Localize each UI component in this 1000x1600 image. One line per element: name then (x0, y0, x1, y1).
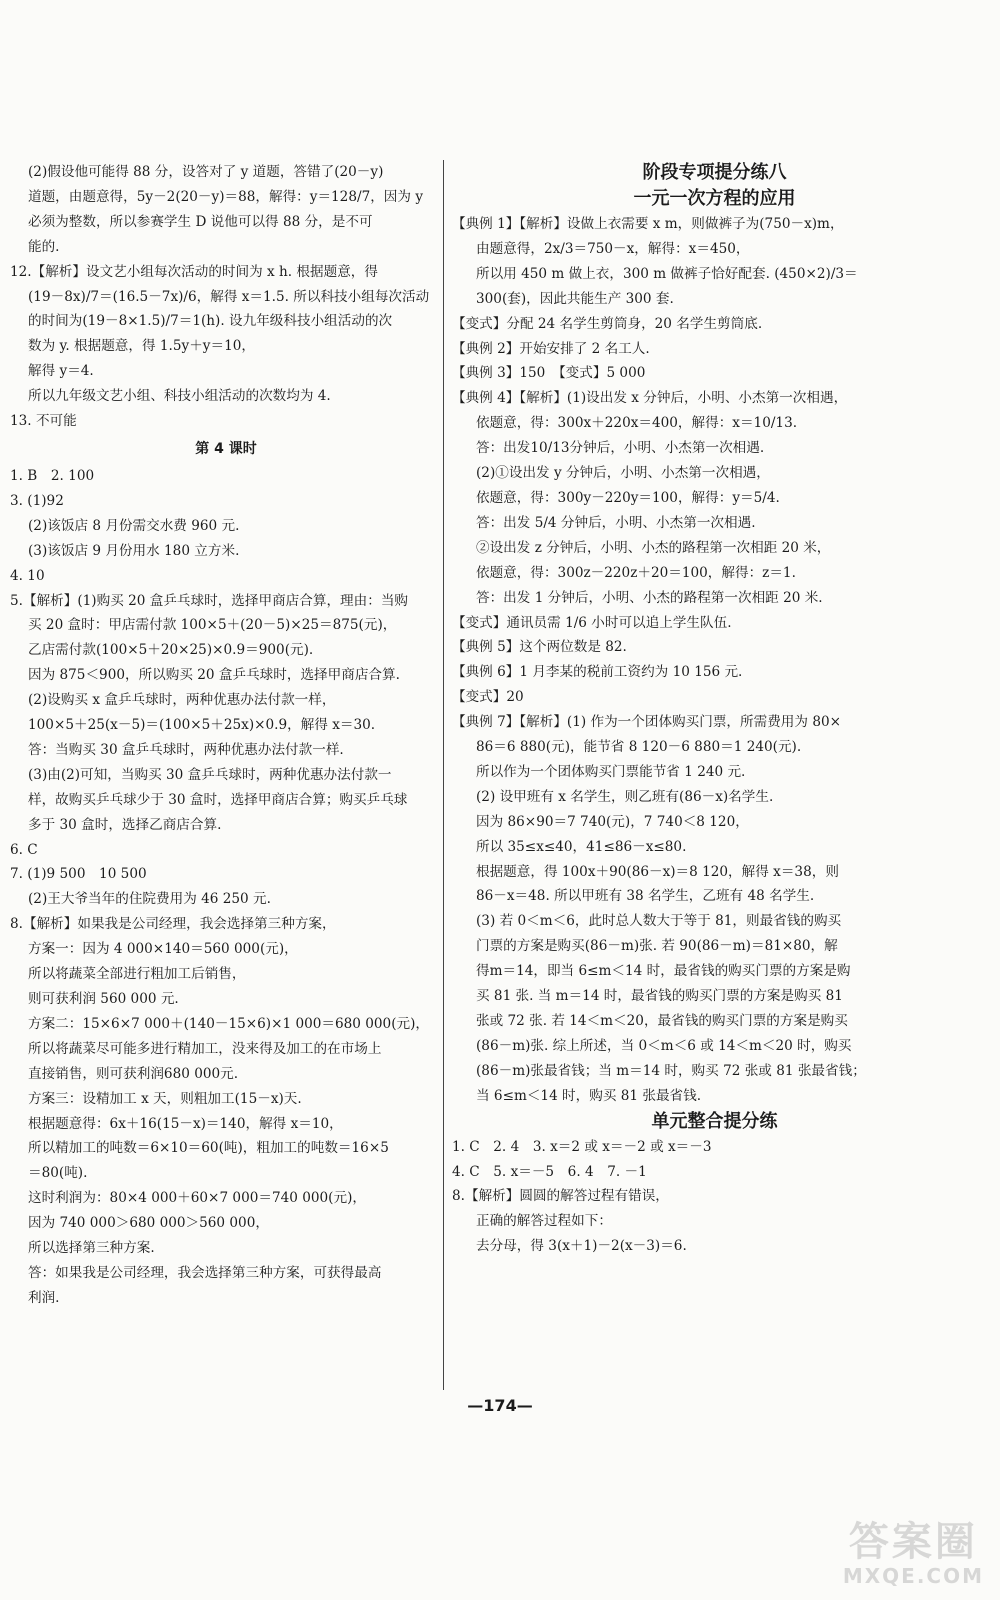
text-line: 8.【解析】圆圆的解答过程有错误， (452, 1188, 669, 1205)
text-line: (2)①设出发 y 分钟后，小明、小杰第一次相遇， (476, 465, 770, 482)
text-line: 所以用 450 m 做上衣，300 m 做裤子恰好配套. (450×2)/3＝ (476, 265, 858, 282)
section-title: 阶段专项提分练八 (642, 162, 787, 183)
text-line: 买 20 盒时：甲店需付款 100×5＋(20－5)×25＝875(元)， (28, 617, 397, 634)
text-line: 利润. (28, 1289, 60, 1306)
text-line: (2) 设甲班有 x 名学生，则乙班有(86－x)名学生. (476, 788, 774, 805)
text-line: (2)该饭店 8 月份需交水费 960 元. (28, 517, 240, 534)
watermark-text: 答案圈 (848, 1519, 978, 1565)
text-line: 去分母，得 3(x＋1)－2(x－3)＝6. (476, 1238, 687, 1255)
text-line: 7. (1)9 500 10 500 (10, 866, 147, 883)
text-line: 道题，由题意得，5y－2(20－y)＝88，解得：y＝128/7，因为 y (28, 188, 423, 205)
text-line: 则可获利润 560 000 元. (28, 991, 179, 1007)
text-line: 样，故购买乒乓球少于 30 盒时，选择甲商店合算；购买乒乓球 (28, 791, 408, 808)
text-line: 依题意，得：300z－220z＋20＝100，解得：z＝1. (476, 564, 796, 581)
text-line: 答：出发 1 分钟后，小明、小杰的路程第一次相距 20 米. (476, 589, 823, 606)
text-line: 这时利润为：80×4 000＋60×7 000＝740 000(元)， (28, 1190, 366, 1207)
lesson-title: 第 4 课时 (195, 440, 257, 457)
text-line: 门票的方案是购买(86－m)张. 若 90(86－m)＝81×80，解 (476, 938, 838, 955)
text-line: 所以精加工的吨数＝6×10＝60(吨)，粗加工的吨数＝16×5 (28, 1140, 389, 1157)
text-line: 【典例 2】开始安排了 2 名工人. (452, 340, 650, 357)
text-line: (19－8x)/7＝(16.5－7x)/6，解得 x＝1.5. 所以科技小组每次活动 (28, 288, 430, 305)
text-line: 能的. (28, 238, 60, 255)
text-line: 【典例 3】150 【变式】5 000 (452, 365, 646, 382)
text-line: (2)设购买 x 盒乒乓球时，两种优惠办法付款一样， (28, 692, 336, 709)
text-line: 所以作为一个团体购买门票能节省 1 240 元. (476, 763, 746, 780)
section-subtitle: 一元一次方程的应用 (633, 188, 796, 209)
page-number: —174— (467, 1396, 533, 1415)
column-divider (443, 160, 444, 1390)
text-line: 因为 875＜900，所以购买 20 盒乒乓球时，选择甲商店合算. (28, 667, 400, 684)
text-line: 5.【解析】(1)购买 20 盒乒乓球时，选择甲商店合算，理由：当购 (10, 592, 409, 609)
text-line: 得m＝14，即当 6≤m＜14 时，最省钱的购买门票的方案是购 (476, 963, 851, 980)
text-line: 张或 72 张. 若 14＜m＜20，最省钱的购买门票的方案是购买 (476, 1013, 848, 1029)
text-line: 所以选择第三种方案. (28, 1240, 155, 1257)
text-line: 4. 10 (10, 567, 45, 584)
text-line: 解得 y＝4. (28, 363, 94, 380)
text-line: 1. C 2. 4 3. x＝2 或 x＝－2 或 x＝－3 (452, 1138, 712, 1155)
text-line: 根据题意，得 100x＋90(86－x)＝8 120，解得 x＝38，则 (476, 863, 839, 880)
text-line: 方案一：因为 4 000×140＝560 000(元)， (28, 941, 298, 958)
text-line: 方案二：15×6×7 000＋(140－15×6)×1 000＝680 000(元)， (28, 1015, 430, 1032)
text-line: 当 6≤m＜14 时，购买 81 张最省钱. (476, 1087, 702, 1104)
text-line: 由题意得，2x/3＝750－x，解得：x＝450， (476, 240, 750, 257)
text-line: 【典例 7】【解析】(1) 作为一个团体购买门票，所需费用为 80× (452, 714, 842, 731)
text-line: 6. C (10, 841, 38, 858)
text-line: (3) 若 0＜m＜6，此时总人数大于等于 81，则最省钱的购买 (476, 913, 842, 930)
text-line: 乙店需付款(100×5＋20×25)×0.9＝900(元). (28, 642, 314, 659)
text-line: 【典例 6】1 月李某的税前工资约为 10 156 元. (452, 664, 743, 681)
watermark-logo (843, 1520, 984, 1588)
text-line: (3)该饭店 9 月份用水 180 立方米. (28, 542, 240, 559)
text-line: 所以将蔬菜全部进行粗加工后销售， (28, 966, 246, 983)
text-line: ②设出发 z 分钟后，小明、小杰的路程第一次相距 20 米， (476, 539, 831, 556)
text-line: (2)假设他可能得 88 分，设答对了 y 道题，答错了(20－y) (28, 164, 384, 180)
text-line: 12.【解析】设文艺小组每次活动的时间为 x h. 根据题意，得 (10, 263, 378, 280)
text-line: 直接销售，则可获利润680 000元. (28, 1065, 239, 1082)
text-line: (86－m)张最省钱；当 m＝14 时，购买 72 张或 81 张最省钱； (476, 1062, 866, 1079)
text-line: 8.【解析】如果我是公司经理，我会选择第三种方案， (10, 916, 336, 933)
text-line: 3. (1)92 (10, 492, 64, 509)
text-line: ＝80(吨). (28, 1165, 88, 1182)
right-column (452, 160, 977, 1259)
text-line: 【典例 5】这个两位数是 82. (452, 639, 627, 656)
watermark-url: MXQE.COM (842, 1564, 984, 1588)
text-line: 依题意，得：300x＋220x＝400，解得：x＝10/13. (476, 415, 798, 432)
text-line: 所以九年级文艺小组、科技小组活动的次数均为 4. (28, 388, 331, 405)
text-line: 因为 86×90＝7 740(元)，7 740＜8 120， (476, 813, 749, 830)
text-line: 所以 35≤x≤40，41≤86－x≤80. (476, 838, 687, 855)
text-line: 100×5＋25(x－5)＝(100×5＋25x)×0.9，解得 x＝30. (28, 717, 376, 734)
left-column (10, 160, 442, 1311)
text-line: 4. C 5. x＝－5 6. 4 7. －1 (452, 1163, 647, 1180)
text-line: (86－m)张. 综上所述，当 0＜m＜6 或 14＜m＜20 时，购买 (476, 1037, 852, 1054)
text-line: 13. 不可能 (10, 413, 77, 430)
text-line: 【典例 1】【解析】设做上衣需要 x m，则做裤子为(750－x)m， (452, 216, 844, 232)
text-line: 1. B 2. 100 (10, 467, 95, 484)
text-line: 答：出发10/13分钟后，小明、小杰第一次相遇. (476, 440, 765, 457)
text-line: 多于 30 盒时，选择乙商店合算. (28, 816, 222, 833)
text-line: 必须为整数，所以参赛学生 D 说他可以得 88 分，是不可 (28, 213, 373, 230)
text-line: 的时间为(19－8×1.5)/7＝1(h). 设九年级科技小组活动的次 (28, 313, 393, 330)
text-line: 【变式】20 (452, 689, 524, 706)
text-line: 所以将蔬菜尽可能多进行精加工，没来得及加工的在市场上 (28, 1040, 382, 1057)
text-line: (2)王大爷当年的住院费用为 46 250 元. (28, 891, 271, 908)
text-line: 数为 y. 根据题意，得 1.5y＋y＝10， (28, 338, 255, 355)
text-line: 答：出发 5/4 分钟后，小明、小杰第一次相遇. (476, 514, 756, 531)
text-line: 因为 740 000＞680 000＞560 000， (28, 1215, 269, 1232)
text-line: 86＝6 880(元)，能节省 8 120－6 880＝1 240(元). (476, 739, 802, 756)
text-line: 【变式】通讯员需 1/6 小时可以追上学生队伍. (452, 614, 732, 631)
text-line: 答：当购买 30 盒乒乓球时，两种优惠办法付款一样. (28, 741, 344, 758)
text-line: (3)由(2)可知，当购买 30 盒乒乓球时，两种优惠办法付款一 (28, 766, 392, 783)
text-line: 86－x＝48. 所以甲班有 38 名学生，乙班有 48 名学生. (476, 888, 815, 905)
text-line: 方案三：设精加工 x 天，则粗加工(15－x)天. (28, 1090, 302, 1107)
text-line: 买 81 张. 当 m＝14 时，最省钱的购买门票的方案是购买 81 (476, 988, 843, 1005)
text-line: 根据题意得：6x＋16(15－x)＝140，解得 x＝10， (28, 1115, 343, 1132)
text-line: 【变式】分配 24 名学生剪筒身，20 名学生剪筒底. (452, 315, 763, 332)
text-line: 正确的解答过程如下： (476, 1213, 612, 1230)
section-title-unit: 单元整合提分练 (651, 1110, 778, 1132)
text-line: 300(套)，因此共能生产 300 套. (476, 290, 674, 307)
text-line: 【典例 4】【解析】(1)设出发 x 分钟后，小明、小杰第一次相遇， (452, 390, 848, 407)
text-line: 依题意，得：300y－220y＝100，解得：y＝5/4. (476, 489, 780, 506)
text-line: 答：如果我是公司经理，我会选择第三种方案，可获得最高 (28, 1264, 382, 1281)
